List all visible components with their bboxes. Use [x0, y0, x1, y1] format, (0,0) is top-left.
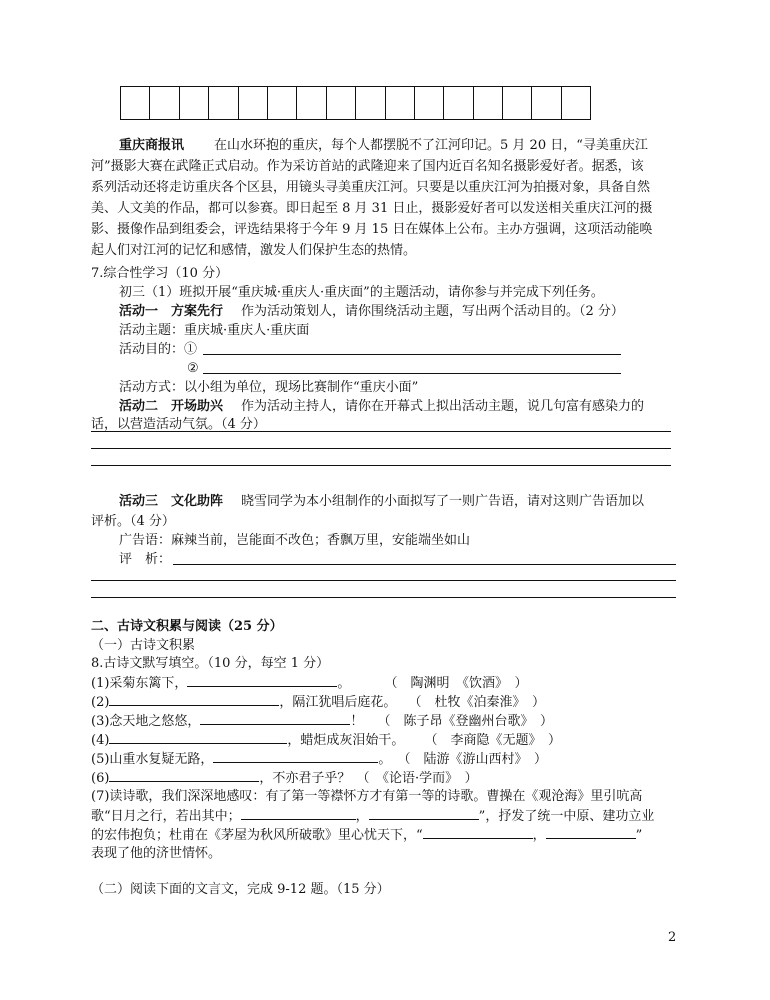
- q8-blank-7[interactable]: [241, 806, 356, 820]
- purpose-2-answer-line[interactable]: [203, 373, 621, 374]
- activity3-text-2: 评析。（4 分）: [91, 514, 175, 529]
- q8-7-l3c: ”: [635, 828, 643, 843]
- activity3-text: 晓雪同学为本小组制作的小面拟写了一则广告语，请对这则广告语加以: [241, 494, 645, 509]
- section2-sub2: （二）阅读下面的文言文，完成 9-12 题。（15 分）: [91, 882, 390, 897]
- q8-item-3-source: （ 陈子昂《登幽州台歌》 ）: [377, 714, 553, 729]
- q8-item-6-pre: (6): [91, 771, 110, 786]
- q8-7-l2c: ”，抒发了统一中原、建功立业: [478, 809, 655, 824]
- section2-title: 二、古诗文积累与阅读（25 分）: [91, 619, 283, 634]
- comment-answer-line-1[interactable]: [173, 564, 676, 565]
- q8-item-2: [91, 692, 545, 711]
- q8-7-l3b: ，: [532, 828, 546, 843]
- q8-blank-6[interactable]: [109, 768, 259, 782]
- answer-grid-cell[interactable]: [121, 87, 150, 119]
- q8-item-4-source: （ 李商隐《无题》 ）: [424, 733, 561, 748]
- news-line-2: 河”摄影大赛在武隆正式启动。作为采访首站的武隆迎来了国内近百名知名摄影爱好者。据悉，该: [91, 159, 644, 174]
- q8-item-2-source: （ 杜牧《泊秦淮》 ）: [408, 695, 545, 710]
- activity1-head: 活动一 方案先行: [119, 304, 224, 319]
- q7-title: 7.综合性学习（10 分）: [91, 266, 229, 281]
- activity2-head: 活动二 开场助兴: [119, 399, 224, 414]
- q8-blank-2[interactable]: [109, 692, 279, 706]
- answer-grid-cell[interactable]: [503, 87, 532, 119]
- comment-answer-line-2[interactable]: [91, 580, 676, 581]
- q8-item-4-pre: (4): [91, 733, 110, 748]
- answer-grid: [120, 86, 591, 120]
- q8-blank-9[interactable]: [423, 825, 533, 839]
- q8-item-6: [91, 768, 478, 787]
- q8-item-1-source: （ 陶渊明 《饮酒》 ）: [384, 676, 528, 691]
- answer-grid-cell[interactable]: [415, 87, 444, 119]
- activity2-text-2: 话，以营造活动气氛。（4 分）: [91, 417, 266, 432]
- comment-label: 评 析：: [119, 552, 172, 567]
- news-head: 重庆商报讯: [119, 138, 185, 153]
- activity2-line: [119, 397, 644, 416]
- answer-grid-cell[interactable]: [562, 87, 591, 119]
- section2-sub1: （一）古诗文积累: [91, 638, 196, 653]
- q8-item-4: [91, 730, 561, 749]
- answer-grid-cell[interactable]: [474, 87, 503, 119]
- q7-intro: 初三（1）班拟开展“重庆城·重庆人·重庆面”的主题活动，请你参与并完成下列任务。: [119, 285, 604, 300]
- q8-item-5: [91, 749, 547, 768]
- q8-7-l3a: 的宏伟抱负；杜甫在《茅屋为秋风所破歌》里心忧天下，“: [91, 828, 423, 843]
- answer-grid-cell[interactable]: [268, 87, 297, 119]
- q8-item-1-pre: (1)采菊东篱下，: [91, 676, 188, 691]
- q8-item-2-post: ，隔江犹唱后庭花。: [279, 695, 397, 710]
- q8-blank-1[interactable]: [187, 673, 337, 687]
- news-text: 在山水环抱的重庆，每个人都摆脱不了江河印记。5 月 20 日，“寻美重庆江: [214, 138, 648, 153]
- news-line-5: 影、摄像作品到组委会，评选结果将于今年 9 月 15 日在媒体上公布。主办方强调，这项活动能唤: [91, 222, 653, 237]
- answer-grid-cell[interactable]: [444, 87, 473, 119]
- q8-blank-4[interactable]: [109, 730, 287, 744]
- news-line-4: 美、人文美的作品，都可以参赛。即日起至 8 月 31 日止，摄影爱好者可以发送相关重庆江河的摄: [91, 201, 653, 216]
- activity2-text: 作为活动主持人，请你在开幕式上拟出活动主题，说几句富有感染力的: [241, 399, 645, 414]
- activity2-answer-line-2[interactable]: [91, 448, 671, 449]
- answer-grid-cell[interactable]: [356, 87, 385, 119]
- q8-title: 8.古诗文默写填空。（10 分，每空 1 分）: [91, 656, 330, 671]
- answer-grid-cell[interactable]: [150, 87, 179, 119]
- answer-grid-cell[interactable]: [297, 87, 326, 119]
- q8-item-5-post: 。: [378, 752, 392, 767]
- activity2-answer-line-1[interactable]: [91, 431, 671, 432]
- ad-slogan: 广告语：麻辣当前，岂能面不改色；香飘万里，安能端坐如山: [119, 533, 471, 548]
- q8-blank-8[interactable]: [369, 806, 479, 820]
- q8-7-line-4: 表现了他的济世情怀。: [91, 846, 222, 861]
- q8-7-l2a: 歌“日月之行，若出其中；: [91, 809, 241, 824]
- answer-grid-cell[interactable]: [327, 87, 356, 119]
- q8-item-6-post: ，不亦君子乎？: [259, 771, 351, 786]
- q8-item-3-post: ！: [350, 714, 364, 729]
- activity-method: 活动方式：以小组为单位，现场比赛制作“重庆小面”: [119, 380, 419, 395]
- activity2-answer-line-3[interactable]: [91, 465, 671, 466]
- answer-grid-cell[interactable]: [180, 87, 209, 119]
- activity1-line: [119, 302, 624, 321]
- q8-7-l2b: ，: [355, 809, 369, 824]
- q8-item-6-source: （ 《论语·学而》 ）: [356, 771, 478, 786]
- activity-theme: 活动主题：重庆城·重庆人·重庆面: [119, 323, 310, 338]
- answer-grid-cell[interactable]: [386, 87, 415, 119]
- activity1-text: 作为活动策划人，请你围绕活动主题，写出两个活动目的。（2 分）: [241, 304, 624, 319]
- activity-purpose-label: 活动目的：①: [119, 342, 198, 357]
- q8-item-1: [91, 673, 527, 692]
- page-number: 2: [668, 930, 677, 945]
- q8-item-3-pre: (3)念天地之悠悠，: [91, 714, 201, 729]
- q8-blank-3[interactable]: [200, 711, 350, 725]
- purpose-1-answer-line[interactable]: [203, 354, 621, 355]
- q8-blank-5[interactable]: [213, 749, 378, 763]
- q8-item-5-source: （ 陆游《游山西村》 ）: [397, 752, 547, 767]
- answer-grid-cell[interactable]: [209, 87, 238, 119]
- q8-blank-10[interactable]: [546, 825, 636, 839]
- q8-7-line-1: (7)读诗歌，我们深深地感叹：有了第一等襟怀方才有第一等的诗歌。曹操在《观沧海》里引吭高: [91, 789, 643, 804]
- q8-item-4-post: ，蜡炬成灰泪始干。: [287, 733, 405, 748]
- q8-item-5-pre: (5)山重水复疑无路，: [91, 752, 214, 767]
- news-line-3: 系列活动还将走访重庆各个区县，用镜头寻美重庆江河。只要是以重庆江河为拍摄对象，具备自然: [91, 180, 651, 195]
- activity-purpose-2-label: ②: [187, 361, 199, 376]
- news-line-6: 起人们对江河的记忆和感情，激发人们保护生态的热情。: [91, 243, 417, 258]
- q8-item-1-post: 。: [337, 676, 351, 691]
- activity3-head: 活动三 文化助阵: [119, 494, 224, 509]
- q8-item-2-pre: (2): [91, 695, 110, 710]
- q8-7-line-2: [91, 806, 654, 825]
- q8-7-line-3: [91, 825, 642, 844]
- news-line-1: [119, 136, 648, 155]
- answer-grid-cell[interactable]: [239, 87, 268, 119]
- q8-item-3: [91, 711, 553, 730]
- comment-answer-line-3[interactable]: [91, 597, 676, 598]
- answer-grid-cell[interactable]: [532, 87, 561, 119]
- activity3-line: [119, 492, 644, 511]
